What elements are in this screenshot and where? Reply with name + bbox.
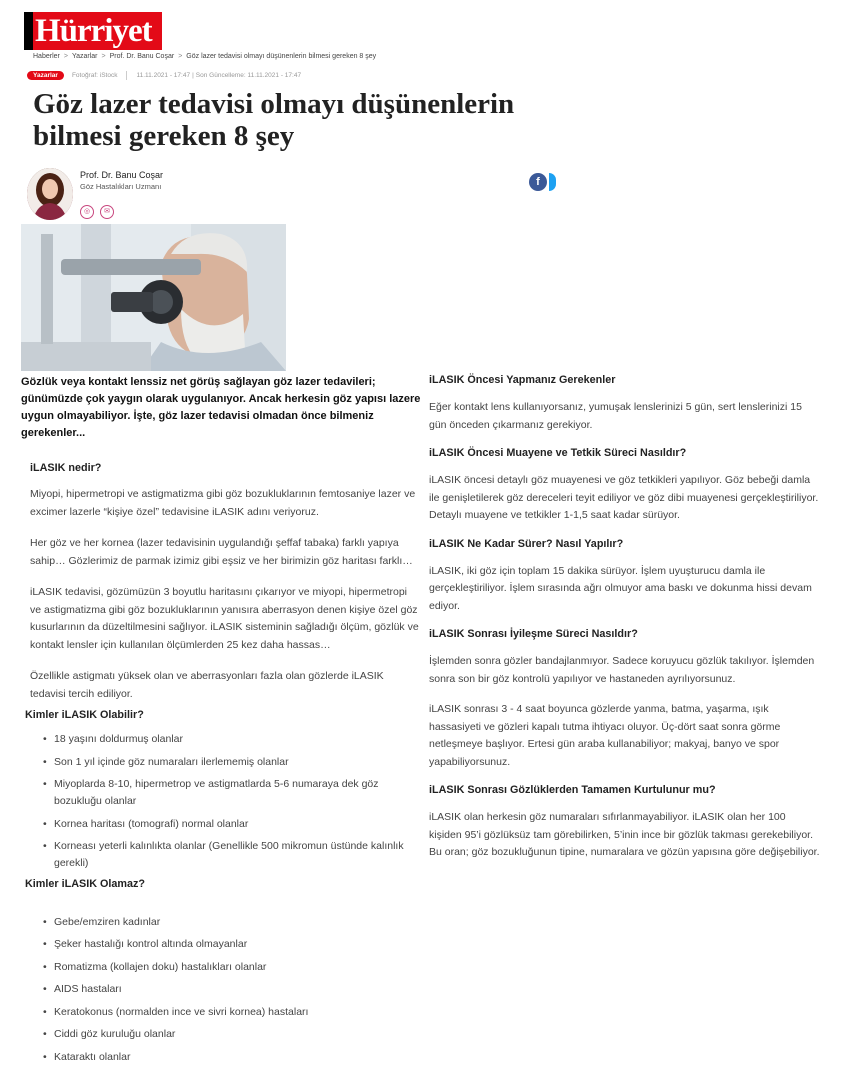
paragraph: Miyopi, hipermetropi ve astigmatizma gibi göz bozukluklarının femtosaniye lazer ve excimer lazerle “kişiye özel” tedavisine iLASIK adını veriyoruz. bbox=[30, 488, 416, 518]
breadcrumb: Haberler > Yazarlar > Prof. Dr. Banu Coşar > Göz lazer tedavisi olmayı düşünenlerin bilmesi gereken 8 şey bbox=[33, 53, 377, 60]
breadcrumb-author[interactable]: Prof. Dr. Banu Coşar bbox=[109, 53, 175, 60]
logo-bar bbox=[24, 12, 33, 50]
paragraph: Özellikle astigmatı yüksek olan ve aberrasyonları fazla olan gözlerde iLASIK tedavisi tercih ediliyor. bbox=[30, 670, 384, 700]
heading-how-long: iLASIK Ne Kadar Sürer? Nasıl Yapılır? bbox=[429, 537, 624, 550]
heading-glasses-free: iLASIK Sonrası Gözlüklerden Tamamen Kurtulunur mu? bbox=[429, 784, 716, 796]
photo-credit: Fotoğraf: iStock bbox=[71, 72, 118, 79]
list-item: • Romatizma (kollajen doku) hastalıkları olanlar bbox=[45, 959, 421, 976]
heading-healing: iLASIK Sonrası İyileşme Süreci Nasıldır? bbox=[429, 628, 638, 640]
meta-divider bbox=[126, 71, 127, 80]
paragraph: iLASIK tedavisi, gözümüzün 3 boyutlu haritasını çıkarıyor ve miyopi, hipermetropi ve astigmatizma gibi göz bozukluklarının yanısıra aberrasyon denen kişiye özel göz kusurlarının da düzeltilmesini sağlıyor. iLASIK sisteminin sağladığı ölçüm, gözlük ve kontakt lensler için kullanılan ölçümlerden 25 kez daha hassas… bbox=[30, 586, 419, 651]
twitter-icon[interactable] bbox=[549, 173, 556, 191]
meta-separator: | bbox=[192, 72, 194, 79]
heading-who-can: Kimler iLASIK Olabilir? bbox=[25, 709, 144, 721]
heading-exam-process: iLASIK Öncesi Muayene ve Tetkik Süreci Nasıldır? bbox=[429, 447, 687, 459]
author-avatar[interactable] bbox=[27, 168, 73, 220]
paragraph: Her göz ve her kornea (lazer tedavisinin uygulandığı şeffaf tabaka) farklı yapıya sahip… Gözlerimiz de parmak izimiz gibi eşsiz ve her birimizin göz haritası farklı… bbox=[30, 537, 413, 567]
who-can-list bbox=[21, 731, 421, 872]
instagram-icon[interactable]: ◎ bbox=[80, 205, 94, 219]
list-item: • Gebe/emziren kadınlar bbox=[45, 914, 421, 931]
logo-text: Hürriyet bbox=[35, 13, 152, 49]
facebook-icon[interactable]: f bbox=[529, 173, 547, 191]
article-title: Göz lazer tedavisi olmayı düşünenlerin bilmesi gereken 8 şey bbox=[33, 88, 515, 152]
article-right-column bbox=[425, 374, 820, 875]
list-item: • AIDS hastaları bbox=[45, 981, 421, 998]
share-buttons bbox=[529, 173, 556, 191]
heading-before-ilasik: iLASIK Öncesi Yapmanız Gerekenler bbox=[429, 374, 616, 386]
author-role: Göz Hastalıkları Uzmanı bbox=[80, 182, 162, 191]
paragraph: iLASIK sonrası 3 - 4 saat boyunca gözlerde yanma, batma, yaşarma, ışık hassasiyeti ve gözleri kapalı tutma ihtiyacı oluyor. Üç-dört saat sonra görme netleşmeye başlıyor. Ertesi gün araba kullanabiliyor; makyaj, banyo ve spor yapabiliyorsunuz. bbox=[429, 703, 781, 768]
list-item: • 18 yaşını doldurmuş olanlar bbox=[45, 731, 421, 748]
list-item: • Kornea haritası (tomografi) normal olanlar bbox=[45, 816, 421, 833]
who-cannot-list bbox=[21, 914, 421, 1066]
category-tag[interactable]: Yazarlar bbox=[27, 71, 64, 80]
author-social bbox=[80, 205, 114, 219]
article-photo bbox=[21, 224, 286, 371]
list-item: • Kataraktı olanlar bbox=[45, 1049, 421, 1066]
email-icon[interactable]: ✉ bbox=[100, 205, 114, 219]
paragraph: iLASIK, iki göz için toplam 15 dakika sürüyor. İşlem uyuşturucu damla ile gerçekleştiriliyor. İşlem sırasında ağrı olmuyor ama baskı ve dokunma hissi devam ediyor. bbox=[429, 564, 812, 612]
breadcrumb-authors[interactable]: Yazarlar bbox=[71, 53, 98, 60]
updated-date: Son Güncelleme: 11.11.2021 - 17:47 bbox=[195, 72, 302, 79]
article-lead: Gözlük veya kontakt lenssiz net görüş sağlayan göz lazer tedavileri; günümüzde çok yaygın olarak uygulanıyor. Ancak herkesin göz yapısı lazere uygun olmayabiliyor. İşte, göz lazer tedavisi olmadan önce bilmeniz gerekenler... bbox=[21, 376, 421, 439]
paragraph: İşlemden sonra gözler bandajlanmıyor. Sadece koruyucu gözlük takılıyor. İşlemden sonra son bir göz kontrolü yapılıyor ve hastaneden ayrılıyorsunuz. bbox=[429, 655, 815, 685]
published-date: 11.11.2021 - 17:47 bbox=[136, 72, 191, 79]
heading-what-is-ilasik: iLASIK nedir? bbox=[30, 462, 102, 474]
article-meta bbox=[27, 71, 301, 80]
list-item: • Miyoplarda 8-10, hipermetrop ve astigmatlarda 5-6 numaraya dek göz bozukluğu olanlar bbox=[45, 776, 421, 810]
breadcrumb-home[interactable]: Haberler bbox=[33, 53, 60, 60]
author-box bbox=[27, 168, 277, 220]
paragraph: iLASIK olan herkesin göz numaraları sıfırlanmayabiliyor. iLASIK olan her 100 kişiden 95’i gözlüksüz tam görebilirken, 5’inin ince bir gözlük takması gerekebiliyor. Bu oran; göz bozukluğunun tipine, numaralara ve gözün yapısına göre değişebiliyor. bbox=[429, 811, 820, 858]
breadcrumb-current: Göz lazer tedavisi olmayı düşünenlerin bilmesi gereken 8 şey bbox=[186, 53, 377, 60]
list-item: • Son 1 yıl içinde göz numaraları ilerlememiş olanlar bbox=[45, 754, 421, 771]
author-name[interactable]: Prof. Dr. Banu Coşar bbox=[80, 170, 164, 180]
heading-who-cannot: Kimler iLASIK Olamaz? bbox=[25, 877, 145, 890]
list-item: • Keratokonus (normalden ince ve sivri kornea) hastaları bbox=[45, 1004, 421, 1021]
list-item: • Ciddi göz kuruluğu olanlar bbox=[45, 1026, 421, 1043]
paragraph: Eğer kontakt lens kullanıyorsanız, yumuşak lenslerinizi 5 gün, sert lenslerinizi 15 gün önceden çıkarmanız gerekiyor. bbox=[429, 401, 802, 431]
site-logo[interactable] bbox=[24, 12, 162, 50]
paragraph: iLASIK öncesi detaylı göz muayenesi ve göz tetkikleri yapılıyor. Göz bebeği damla ile genişletilerek göz dereceleri teyit ediliyor ve göz dibi muayenesi gerçekleştiriliyor. Detaylı muayene ve tetkikler 1-1,5 saat kadar sürüyor. bbox=[429, 474, 819, 521]
list-item: • Korneası yeterli kalınlıkta olanlar (Genellikle 500 mikromun üstünde kalınlık gerekli) bbox=[45, 838, 421, 872]
article-left-column bbox=[21, 374, 421, 1071]
list-item: • Şeker hastalığı kontrol altında olmayanlar bbox=[45, 936, 421, 953]
